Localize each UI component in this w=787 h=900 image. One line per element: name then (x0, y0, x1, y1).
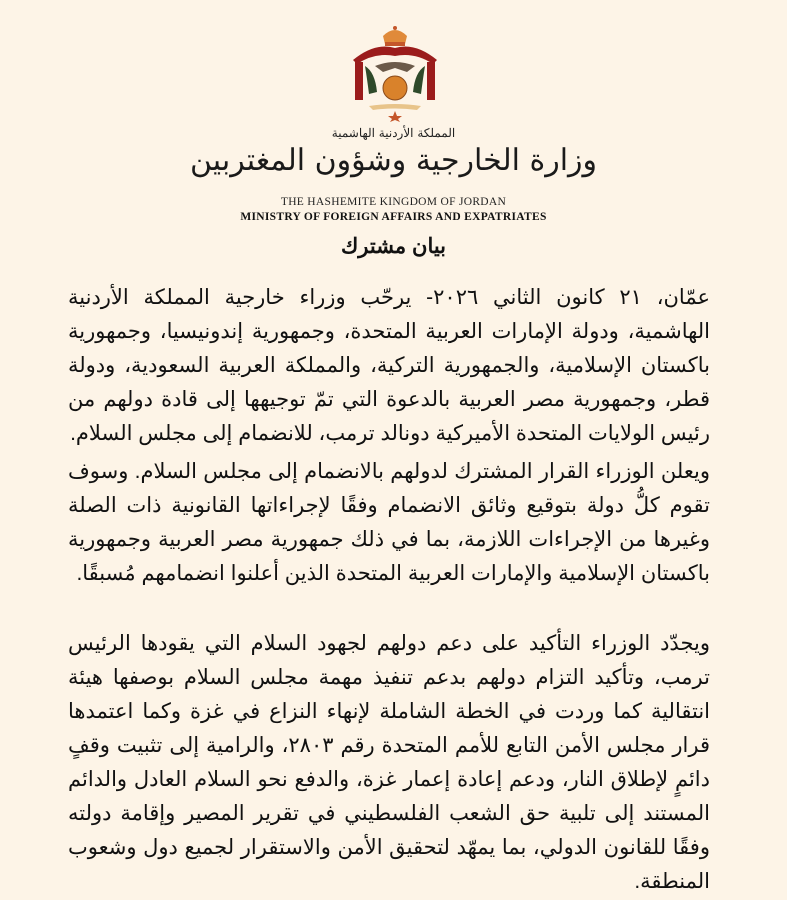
ministry-name-english: MINISTRY OF FOREIGN AFFAIRS AND EXPATRIATES (240, 211, 547, 223)
jordan-coat-of-arms-icon (345, 22, 445, 122)
kingdom-name-english: THE HASHEMITE KINGDOM OF JORDAN (280, 196, 507, 208)
paragraph-welcome: عمّان، ٢١ كانون الثاني ٢٠٢٦- يرحّب وزراء خارجية المملكة الأردنية الهاشمية، ودولة الإمارات العربية المتحدة، وجمهورية إندونيسيا، وجمهورية باكستان الإسلامية، والجمهورية التركية، والمملكة العربية السعودية، ودولة قطر، وجمهورية مصر العربية بالدعوة التي تمّ توجيهها إلى قادة دولهم من رئيس الولايات المتحدة الأميركية دونالد ترمب، للانضمام إلى مجلس السلام. (68, 286, 710, 445)
paragraph-decision: ويعلن الوزراء القرار المشترك لدولهم بالانضمام إلى مجلس السلام. وسوف تقوم كلُّ دولة بتوقيع وثائق الانضمام وفقًا لإجراءاتها القانونية ذات الصلة وغيرها من الإجراءات اللازمة، بما في ذلك جمهورية مصر العربية وجمهورية باكستان الإسلامية والإمارات العربية المتحدة الذين أعلنوا انضمامهم مُسبقًا. (68, 460, 710, 585)
document-title: بيان مشترك (340, 235, 447, 258)
ministry-name-arabic: وزارة الخارجية وشؤون المغتربين (189, 143, 598, 178)
kingdom-name-arabic: المملكة الأردنية الهاشمية (331, 126, 456, 140)
paragraph-reaffirmation: ويجدّد الوزراء التأكيد على دعم دولهم لجهود السلام التي يقودها الرئيس ترمب، وتأكيد التزام دولهم بدعم تنفيذ مهمة مجلس السلام بوصفها هيئة انتقالية كما وردت في الخطة الشاملة لإنهاء النزاع في غزة وكما اعتمدها قرار مجلس الأمن التابع للأمم المتحدة رقم ٢٨٠٣، والرامية إلى تثبيت وقفٍ دائمٍ لإطلاق النار، ودعم إعادة إعمار غزة، والدفع نحو السلام العادل والدائم المستند إلى تلبية حق الشعب الفلسطيني في تقرير المصير وإقامة دولته وفقًا للقانون الدولي، بما يمهّد لتحقيق الأمن والاستقرار لجميع دول وشعوب المنطقة. (68, 632, 710, 893)
